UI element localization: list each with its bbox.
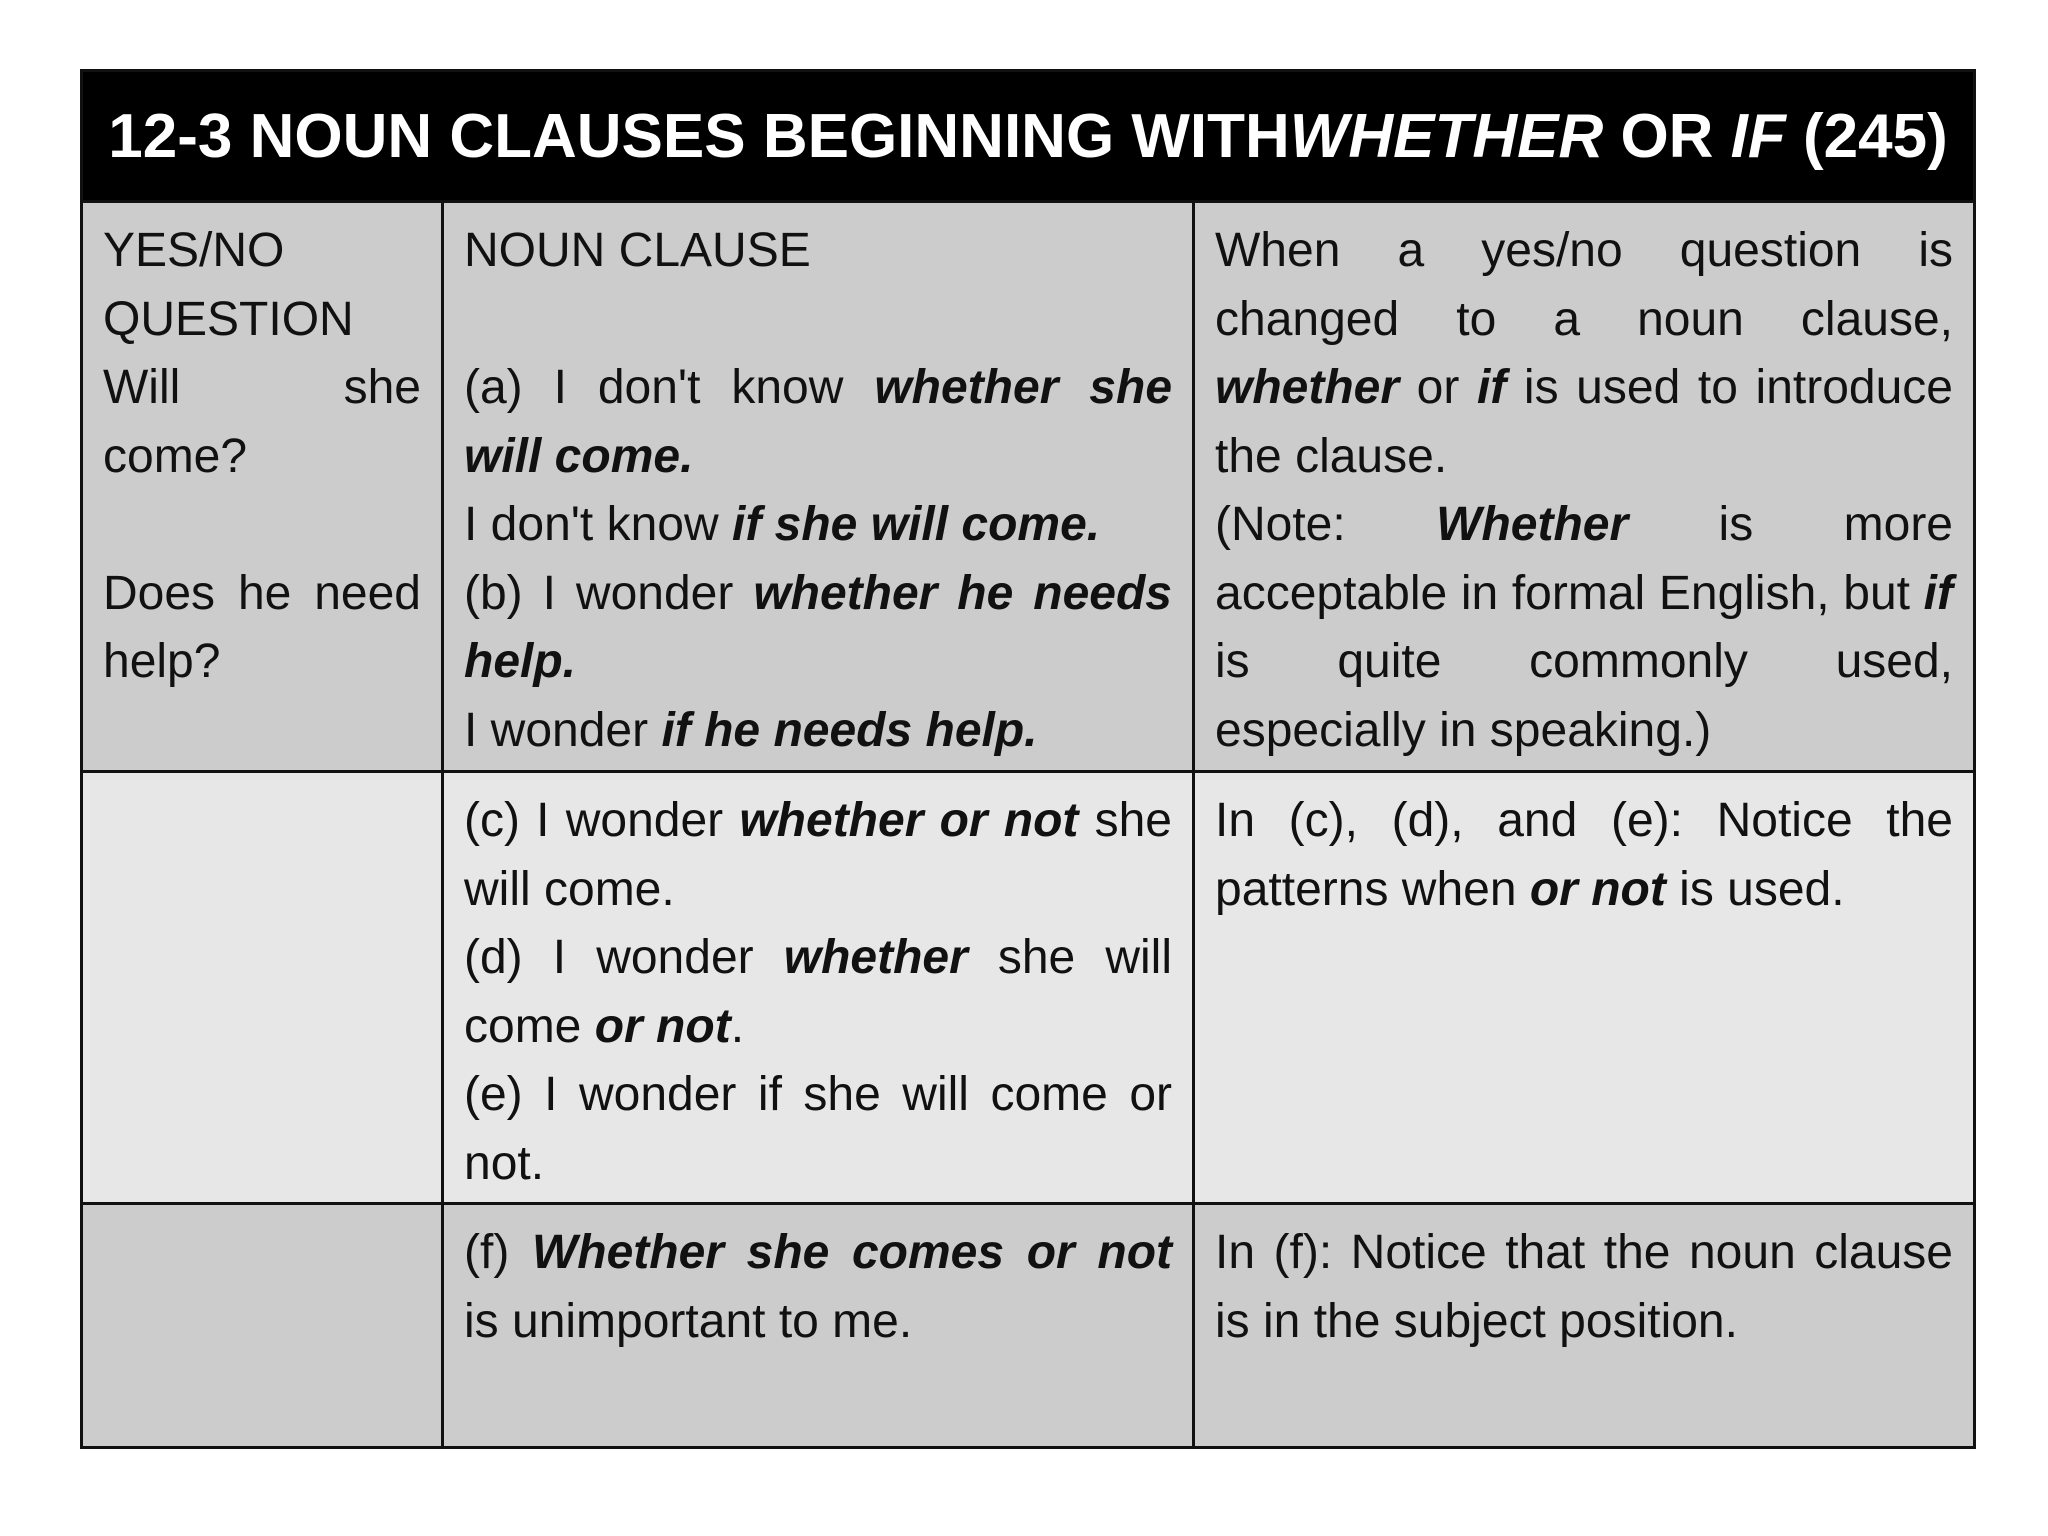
question-does-he-need-help: Does he need help? bbox=[103, 566, 421, 688]
noun-clause-cell-2 bbox=[444, 773, 1195, 1202]
example-e: (e) I wonder if she will come or not. bbox=[464, 1068, 1172, 1190]
table-row-2 bbox=[83, 773, 1973, 1205]
example-f: (f) Whether she comes or not is unimportant to me. bbox=[464, 1226, 1186, 1348]
explanation-paragraph-1: When a yes/no question is changed to a noun clause, whether or if is used to introduce the clause. bbox=[1215, 224, 1967, 483]
noun-clause-cell-3 bbox=[444, 1205, 1195, 1446]
title-or: OR bbox=[1603, 101, 1731, 171]
explanation-cell-3 bbox=[1195, 1205, 1973, 1446]
explanation-note: (Note: Whether is more acceptable in formal English, but if is quite commonly used, especially in speaking.) bbox=[1215, 498, 1967, 757]
title-suffix: (245) bbox=[1785, 101, 1948, 171]
column-header-yes-no-question: YES/NO QUESTION bbox=[103, 224, 354, 346]
example-b: (b) I wonder whether he needs help. bbox=[464, 566, 1173, 688]
example-d: (d) I wonder whether she will come or not. bbox=[464, 931, 1186, 1053]
explanation-or-not: In (c), (d), and (e): Notice the patterns when or not is used. bbox=[1215, 794, 1953, 916]
question-will-she-come: Will she come? bbox=[103, 361, 421, 483]
empty-question-cell-2 bbox=[83, 773, 444, 1202]
empty-question-cell-3 bbox=[83, 1205, 444, 1446]
title-if: IF bbox=[1730, 101, 1786, 171]
example-a-alt: I don't know if she will come. bbox=[464, 498, 1101, 551]
grammar-chart-table bbox=[80, 69, 1976, 1449]
explanation-cell-2 bbox=[1195, 773, 1973, 1202]
example-b-alt: I wonder if he needs help. bbox=[464, 703, 1038, 757]
chart-title bbox=[83, 72, 1973, 203]
column-header-noun-clause: NOUN CLAUSE bbox=[464, 224, 811, 277]
explanation-cell-1 bbox=[1195, 203, 1973, 770]
example-c: (c) I wonder whether or not she will come. bbox=[464, 794, 1186, 916]
table-row-1 bbox=[83, 203, 1973, 773]
yes-no-question-cell bbox=[83, 203, 444, 770]
noun-clause-cell bbox=[444, 203, 1195, 770]
title-prefix: 12-3 NOUN CLAUSES BEGINNING WITH bbox=[108, 101, 1290, 171]
table-row-3 bbox=[83, 1205, 1973, 1446]
explanation-subject-position: In (f): Notice that the noun clause is in the subject position. bbox=[1215, 1226, 1953, 1348]
title-whether: WHETHER bbox=[1289, 101, 1604, 171]
example-a: (a) I don't know whether she will come. bbox=[464, 361, 1173, 483]
